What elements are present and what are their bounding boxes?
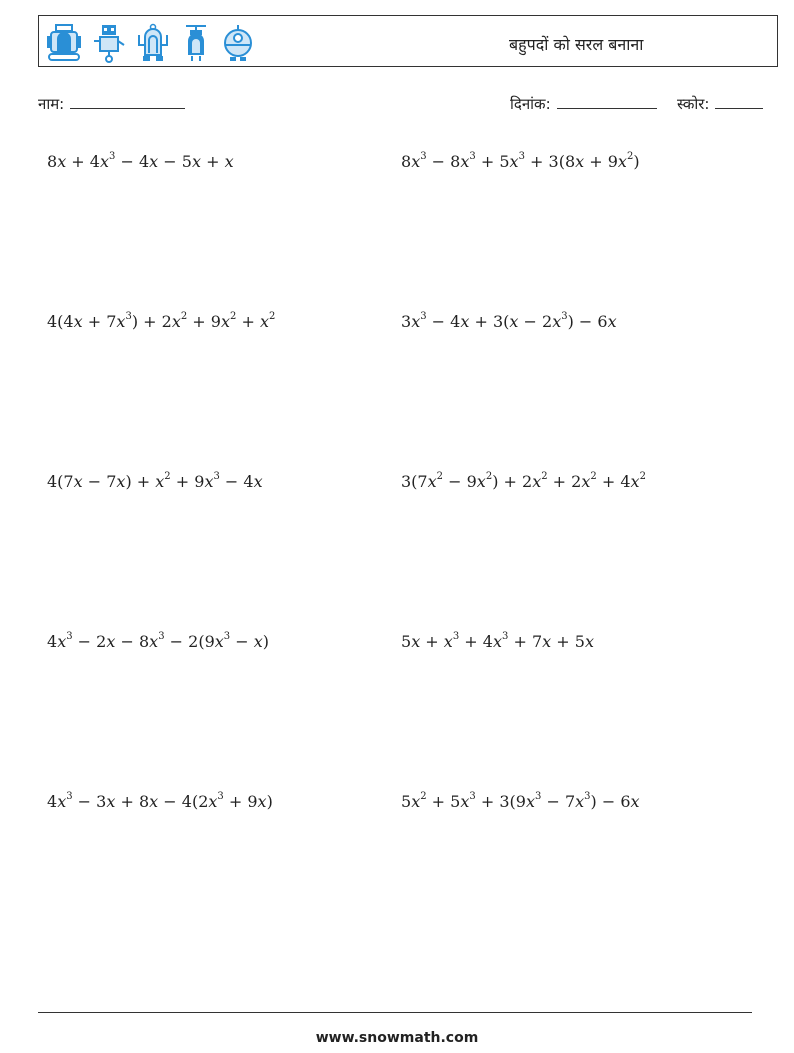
worksheet-title: बहुपदों को सरल बनाना bbox=[509, 35, 644, 54]
problem-9: $4x^3 - 3x + 8x - 4(2x^3 + 9x)$ bbox=[47, 790, 273, 811]
problem-1: $8x + 4x^3 - 4x - 5x + x$ bbox=[47, 150, 234, 171]
date-blank bbox=[557, 94, 657, 109]
score-field bbox=[677, 94, 763, 114]
score-blank bbox=[715, 94, 763, 109]
date-field bbox=[510, 94, 657, 114]
problem-10: $5x^2 + 5x^3 + 3(9x^3 - 7x^3) - 6x$ bbox=[401, 790, 640, 811]
problem-6: $3(7x^2 - 9x^2) + 2x^2 + 2x^2 + 4x^2$ bbox=[401, 470, 646, 491]
robot-icon bbox=[180, 23, 212, 63]
score-label: स्कोर: bbox=[677, 95, 710, 113]
date-label: दिनांक: bbox=[510, 95, 551, 113]
problem-8: $5x + x^3 + 4x^3 + 7x + 5x$ bbox=[401, 630, 594, 651]
problem-4: $3x^3 - 4x + 3(x - 2x^3) - 6x$ bbox=[401, 310, 617, 331]
robot-icon bbox=[45, 23, 83, 63]
name-label: नाम: bbox=[38, 95, 65, 113]
robot-icon bbox=[221, 23, 255, 63]
worksheet-header bbox=[38, 15, 778, 67]
problem-7: $4x^3 - 2x - 8x^3 - 2(9x^3 - x)$ bbox=[47, 630, 270, 651]
robot-icons-row bbox=[45, 21, 255, 63]
footer-url: www.snowmath.com bbox=[315, 1030, 479, 1046]
name-field bbox=[38, 94, 185, 114]
name-blank bbox=[70, 94, 185, 109]
problem-5: $4(7x - 7x) + x^2 + 9x^3 - 4x$ bbox=[47, 470, 263, 491]
robot-icon bbox=[92, 23, 126, 63]
footer-divider bbox=[38, 1012, 752, 1013]
problem-3: $4(4x + 7x^3) + 2x^2 + 9x^2 + x^2$ bbox=[47, 310, 276, 331]
problem-2: $8x^3 - 8x^3 + 5x^3 + 3(8x + 9x^2)$ bbox=[401, 150, 640, 171]
robot-icon bbox=[135, 23, 171, 63]
